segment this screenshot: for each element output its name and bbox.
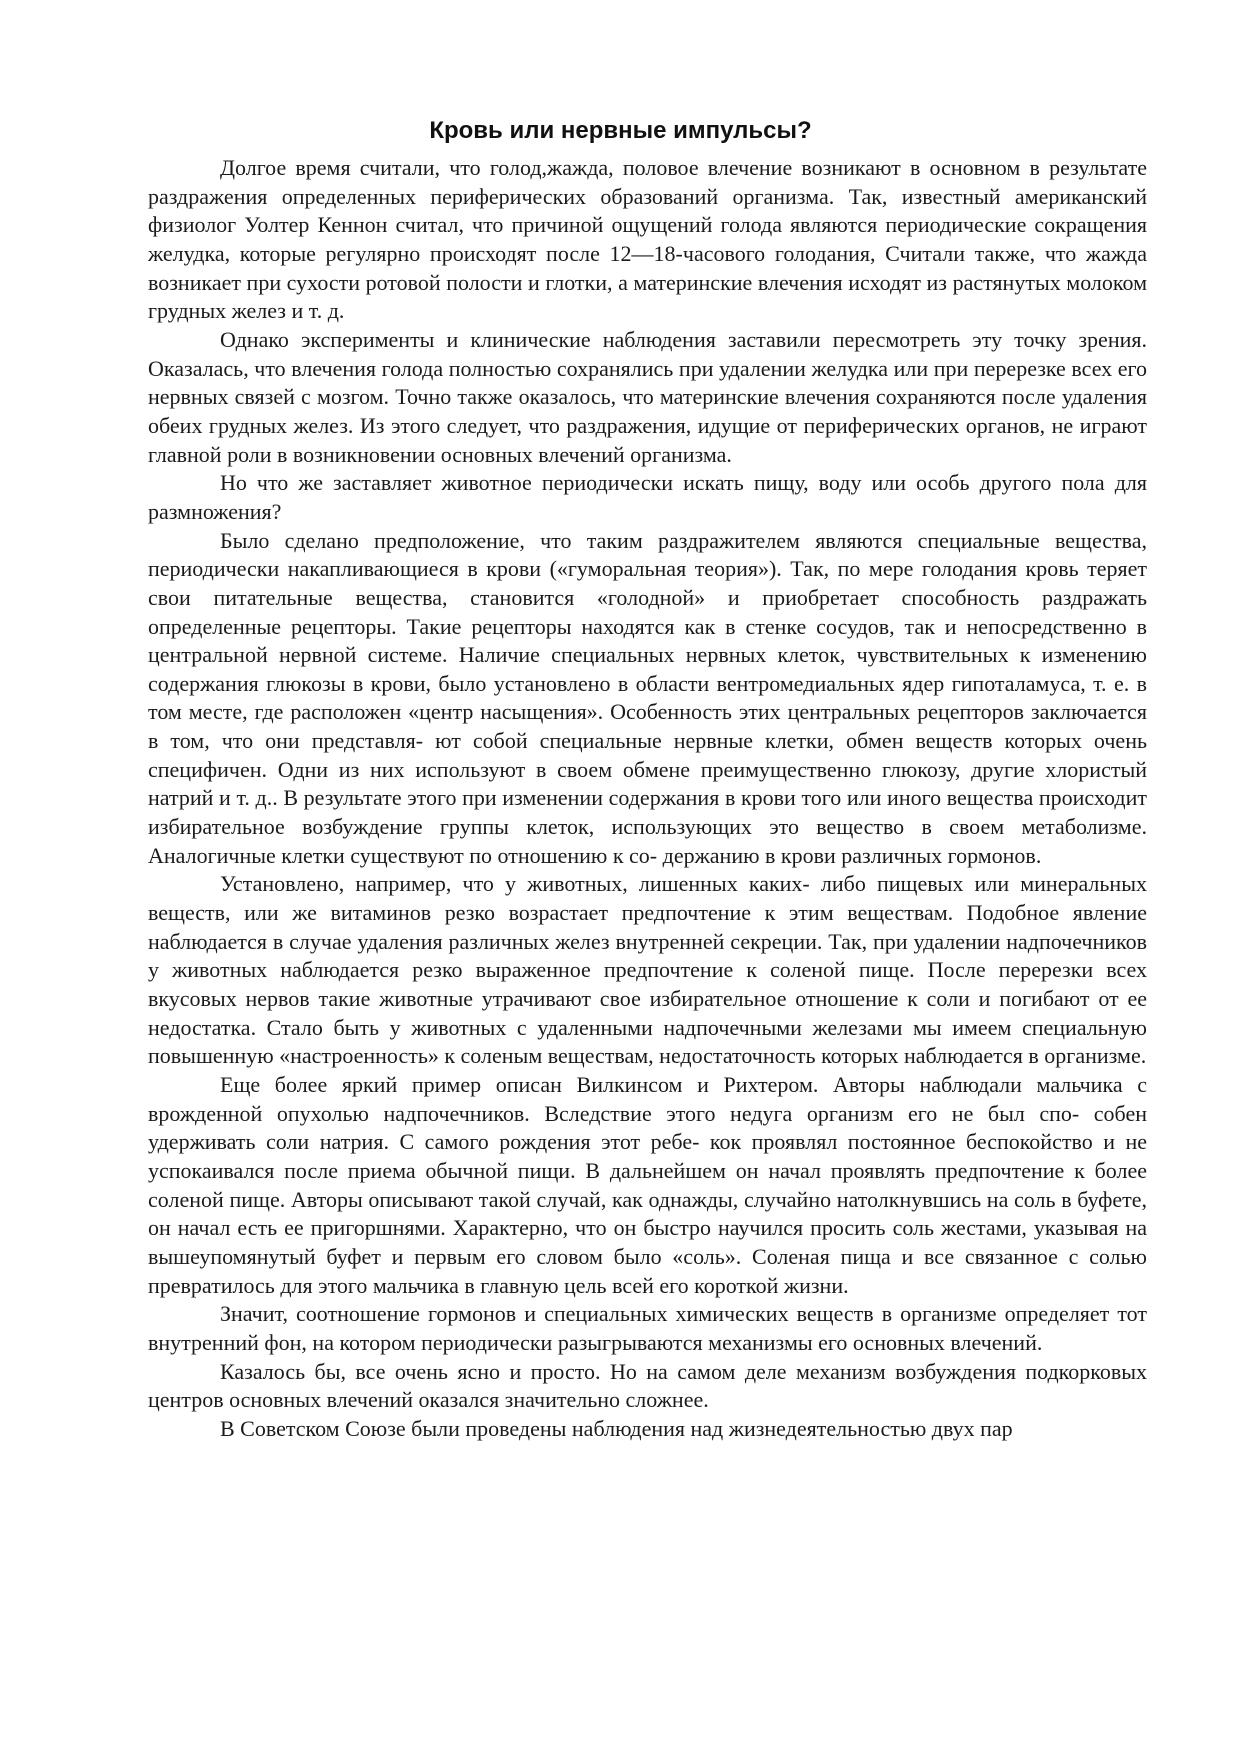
paragraph-2: Однако эксперименты и клинические наблюдения заставили пересмотреть эту точку зрения. Оказалась, что влечения голода полностью сохранялись при удалении желудка или при перерезке всех его нервных связей с мозгом. Точно также оказалось, что материнские влечения сохраняются после удаления обеих грудных желез. Из этого следует, что раздражения, идущие от периферических органов, не играют главной роли в возникновении основных влечений организма.	[148, 326, 1147, 467]
paragraph-5: Установлено, например, что у животных, лишенных каких- либо пищевых или минеральных веществ, или же витаминов резко возрастает предпочтение к этим веществам. Подобное явление наблюдается в случае удаления различных желез внутренней секреции. Так, при удалении надпочечников у животных наблюдается резко выраженное предпочтение к соленой пище. После перерезки всех вкусовых нервов такие животные утрачивают свое избирательное отношение к соли и погибают от ее недостатка. Стало быть у животных с удаленными надпочечными железами мы имеем специальную повышенную «настроенность» к соленым веществам, недостаточность которых наблюдается в организме.	[148, 871, 1147, 1069]
page-title: Кровь или нервные импульсы?	[429, 117, 812, 144]
paragraph-3: Но что же заставляет животное периодически искать пищу, воду или особь другого пола для размножения?	[148, 470, 1147, 524]
paragraph-4: Было сделано предположение, что таким раздражителем являются специальные вещества, периодически накапливающиеся в крови («гуморальная теория»). Так, по мере голодания кровь теряет свои питательные вещества, становится «голодной» и приобретает способность раздражать определенные рецепторы. Такие рецепторы находятся как в стенке сосудов, так и непосредственно в центральной нервной системе. Наличие специальных нервных клеток, чувствительных к изменению содержания глюкозы в крови, было установлено в области вентромедиальных ядер гипоталамуса, т. е. в том месте, где расположен «центр насыщения». Особенность этих центральных рецепторов заключается в том, что они представля- ют собой специальные нервные клетки, обмен веществ которых очень специфичен. Одни из них используют в своем обмене преимущественно глюкозу, другие хлористый натрий и т. д.. В результате этого при изменении содержания в крови того или иного вещества происходит избирательное возбуждение группы клеток, использующих это вещество в своем метаболизме. Аналогичные клетки существуют по отношению к со- держанию в крови различных гормонов.	[148, 527, 1147, 868]
paragraph-9: В Советском Союзе были проведены наблюдения над жизнедеятельностью двух пар	[220, 1415, 1013, 1441]
body-text	[148, 154, 1147, 1444]
paragraph-1: Долгое время считали, что голод,жажда, половое влечение возникают в основном в результате раздражения определенных периферических образований организма. Так, известный американский физиолог Уолтер Кеннон считал, что причиной ощущений голода являются периодические сокращения желудка, которые регулярно происходят после 12—18-часового голодания, Считали также, что жажда возникает при сухости ротовой полости и глотки, а материнские влечения исходят из растянутых молоком грудных желез и т. д.	[148, 155, 1147, 324]
paragraph-7: Значит, соотношение гормонов и специальных химических веществ в организме определяет тот внутренний фон, на котором периодически разыгрываются механизмы его основных влечений.	[148, 1301, 1147, 1355]
paragraph-6: Еще более яркий пример описан Вилкинсом и Рихтером. Авторы наблюдали мальчика с врожденной опухолью надпочечников. Вследствие этого недуга организм его не был спо- собен удерживать соли натрия. С самого рождения этот ребе- кок проявлял постоянное беспокойство и не успокаивался после приема обычной пищи. В дальнейшем он начал проявлять предпочтение к более соленой пище. Авторы описывают такой случай, как однажды, случайно натолкнувшись на соль в буфете, он начал есть ее пригоршнями. Характерно, что он быстро научился просить соль жестами, указывая на вышеупомянутый буфет и первым его словом было «соль». Соленая пища и все связанное с солью превратилось для этого мальчика в главную цель всей его короткой жизни.	[148, 1072, 1147, 1298]
paragraph-8: Казалось бы, все очень ясно и просто. Но на самом деле механизм возбуждения подкорковых центров основных влечений оказался значительно сложнее.	[148, 1358, 1147, 1413]
